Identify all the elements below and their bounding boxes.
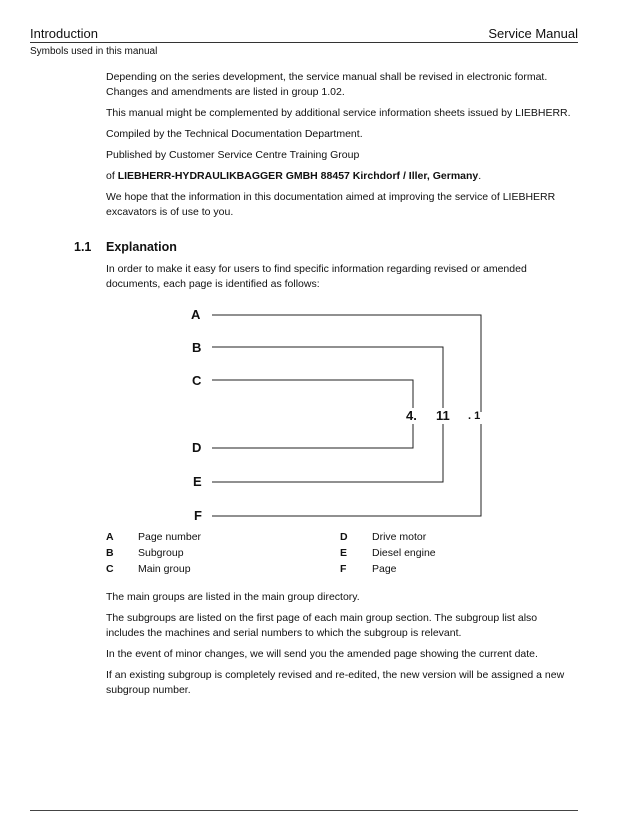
intro-paragraph: Compiled by the Technical Documentation Department. — [106, 128, 363, 140]
intro-paragraph: Depending on the series development, the service manual shall be revised in electronic format. Changes and amendments are listed in group 1.02. — [106, 71, 548, 98]
legend-item — [340, 547, 436, 559]
legend-key: C — [106, 563, 114, 575]
company-prefix: of — [106, 170, 118, 182]
section-intro-paragraph: In order to make it easy for users to find specific information regarding revised or amended documents, each page is identified as follows: — [106, 263, 527, 290]
header-chapter: Introduction — [30, 26, 98, 41]
legend-label: Drive motor — [372, 531, 427, 543]
connector-e — [212, 424, 443, 482]
legend-key: B — [106, 547, 114, 559]
legend-label: Subgroup — [138, 547, 184, 559]
diagram-letter-b: B — [192, 340, 202, 355]
legend-key: F — [340, 563, 347, 575]
legend-label: Page — [372, 563, 397, 575]
section-title: Explanation — [106, 240, 177, 254]
closing-paragraph: The main groups are listed in the main group directory. — [106, 591, 360, 603]
connector-c — [212, 380, 413, 408]
connector-a — [212, 315, 481, 412]
legend-item — [340, 563, 397, 575]
intro-paragraph: Published by Customer Service Centre Training Group — [106, 149, 360, 161]
diagram-letter-d: D — [192, 440, 202, 455]
code-page: . 1 — [468, 410, 481, 422]
diagram-letter-e: E — [193, 474, 202, 489]
legend-label: Page number — [138, 531, 202, 543]
company-suffix: . — [478, 170, 482, 182]
code-main-group: 4. — [406, 408, 417, 423]
closing-paragraph: If an existing subgroup is completely revised and re-edited, the new version will be assigned a new subgroup number. — [106, 669, 565, 696]
section-number: 1.1 — [74, 240, 92, 254]
header-subtitle: Symbols used in this manual — [30, 46, 158, 57]
closing-paragraph: The subgroups are listed on the first page of each main group section. The subgroup list also includes the machines and serial numbers to which the subgroup is relevant. — [106, 612, 538, 639]
legend-item — [106, 563, 191, 575]
legend-item — [106, 547, 184, 559]
connector-b — [212, 347, 443, 408]
diagram-letter-c: C — [192, 373, 202, 388]
legend-item — [106, 531, 201, 543]
legend-key: E — [340, 547, 348, 559]
intro-paragraph: This manual might be complemented by additional service information sheets issued by LIEBHERR. — [106, 107, 571, 119]
legend-label: Main group — [138, 563, 191, 575]
connector-d — [212, 424, 413, 448]
connector-f — [212, 424, 481, 516]
legend-label: Diesel engine — [372, 547, 436, 559]
legend-key: A — [106, 531, 114, 543]
diagram-letter-a: A — [191, 307, 201, 322]
header-manual-title: Service Manual — [488, 26, 578, 41]
code-subgroup: 11 — [436, 408, 450, 423]
closing-paragraph: In the event of minor changes, we will send you the amended page showing the current date. — [106, 648, 538, 660]
legend-key: D — [340, 531, 348, 543]
legend-item — [340, 531, 426, 543]
closing-text — [106, 590, 578, 704]
intro-paragraph: We hope that the information in this documentation aimed at improving the service of LIEBHERR excavators is of use to you. — [106, 191, 556, 218]
diagram-letter-f: F — [194, 508, 202, 523]
footer-rule — [30, 810, 578, 811]
company-name: LIEBHERR-HYDRAULIKBAGGER GMBH 88457 Kirchdorf / Iller, Germany — [117, 170, 479, 182]
